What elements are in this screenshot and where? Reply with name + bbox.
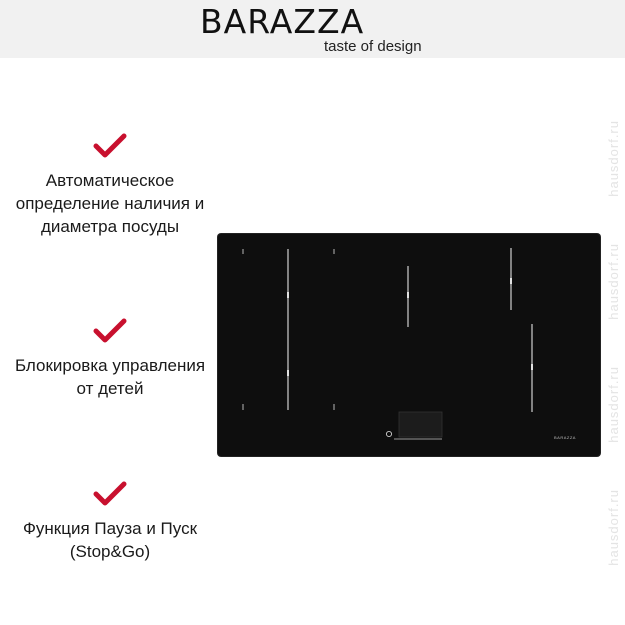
power-icon <box>386 431 391 436</box>
watermark-text: hausdorf.ru <box>606 489 621 566</box>
brand-logo: BARAZZA <box>200 2 365 41</box>
watermark-text: hausdorf.ru <box>606 243 621 320</box>
feature-text: Функция Пауза и Пуск (Stop&Go) <box>22 519 198 561</box>
check-icon <box>93 481 127 507</box>
cooktop-brand-mark: BARAZZA <box>554 435 576 440</box>
cooktop-image <box>218 234 600 456</box>
watermark <box>599 0 625 625</box>
header-bar <box>0 0 625 58</box>
check-icon <box>93 318 127 344</box>
feature-text: Блокировка управления от детей <box>14 356 206 398</box>
check-icon <box>93 133 127 159</box>
feature-stop-go <box>10 481 210 563</box>
control-display <box>399 412 442 437</box>
cooktop-graphic <box>218 234 600 456</box>
feature-child-lock <box>10 318 210 400</box>
watermark-text: hausdorf.ru <box>606 366 621 443</box>
feature-auto-detection <box>10 133 210 238</box>
brand-tagline: taste of design <box>324 38 422 55</box>
watermark-text: hausdorf.ru <box>606 120 621 197</box>
feature-text: Автоматическое определение наличия и диаметра посуды <box>15 171 205 236</box>
